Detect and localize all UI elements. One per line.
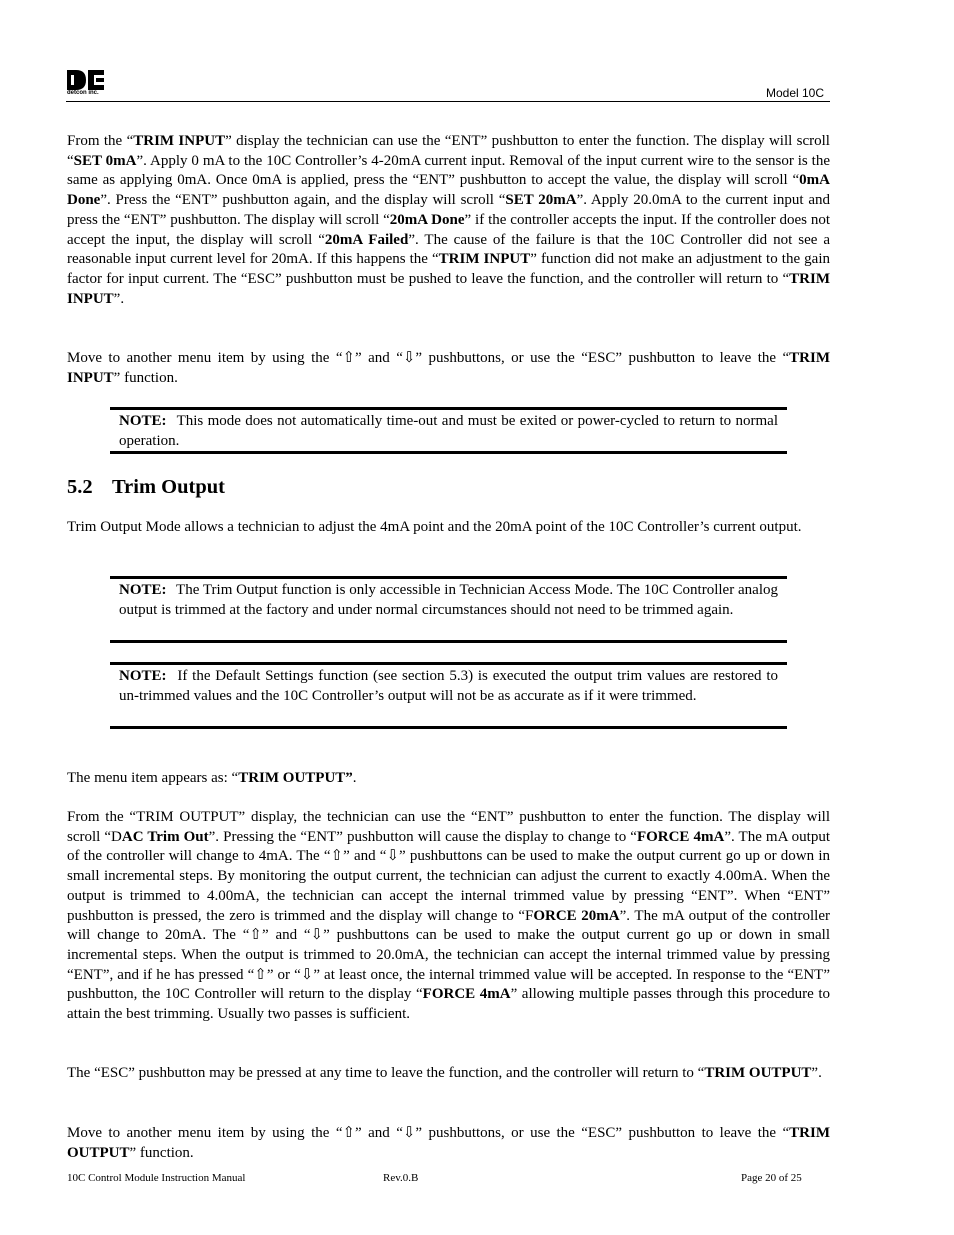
section-title: Trim Output (112, 476, 225, 498)
paragraph-menu-item: The menu item appears as: “TRIM OUTPUT”. (67, 770, 357, 786)
section-heading (67, 476, 225, 499)
logo-caption: detcon inc. (67, 90, 99, 96)
note-label: NOTE: (119, 413, 167, 429)
note-text: The Trim Output function is only accessible in Technician Access Mode. The 10C Controller analog output is trimmed at the factory and under normal circumstances should not need to be trimmed again. (119, 582, 778, 618)
footer-page-number: Page 20 of 25 (741, 1172, 802, 1184)
paragraph-trim-output-intro: Trim Output Mode allows a technician to adjust the 4mA point and the 20mA point of the 10C Controller’s current output. (67, 519, 802, 535)
footer-manual-title: 10C Control Module Instruction Manual (67, 1172, 246, 1184)
note-box-technician-mode (110, 576, 787, 643)
note-label: NOTE: (119, 668, 167, 684)
section-number: 5.2 (67, 476, 93, 498)
paragraph-esc: The “ESC” pushbutton may be pressed at any time to leave the function, and the controller will return to “TRIM OUTPUT”. (67, 1065, 822, 1081)
paragraph-trim-output-procedure: From the “TRIM OUTPUT” display, the technician can use the “ENT” pushbutton to enter the function. The display will scroll “DAC Trim Out”. Pressing the “ENT” pushbutton will cause the display to change to “FORCE 4mA”. The mA output of the controller will change to 4mA. The “⇧” and “⇩” pushbuttons can be used to make the output current go up or down in small incremental steps. By monitoring the output current, the technician can adjust the current to exactly 4.00mA. When the output is trimmed to 4.00mA, the technician can accept the internal trimmed value by pressing “ENT”. When “ENT” pushbutton is pressed, the zero is trimmed and the display will change to “FORCE 20mA”. The mA output of the controller will change to 20mA. The “⇧” and “⇩” pushbuttons can be used to make the output current go up or down in small incremental steps. When the output is trimmed to 20.0mA, the technician can accept the internal trimmed value by pressing “ENT”, and if he has pressed “⇧” or “⇩” at least once, the internal trimmed value will be accepted. In response to the “ENT” pushbutton, the 10C Controller will return to the display “FORCE 4mA” allowing multiple passes through this procedure to attain the best trimming. Usually two passes is sufficient. (67, 809, 831, 1023)
note-text: If the Default Settings function (see section 5.3) is executed the output trim values are restored to un-trimmed values and the 10C Controller’s output will not be as accurate as if it were trimmed. (119, 668, 779, 704)
paragraph-trim-input-navigation: Move to another menu item by using the “⇧” and “⇩” pushbuttons, or use the “ESC” pushbutton to leave the “TRIM INPUT” function. (67, 350, 830, 386)
note-label: NOTE: (119, 582, 167, 598)
note-box-default-settings (110, 662, 787, 729)
header-rule (66, 101, 830, 102)
note-text: This mode does not automatically time-out and must be exited or power-cycled to return to normal operation. (119, 413, 778, 449)
model-label: Model 10C (765, 86, 824, 100)
paragraph-trim-input-procedure: From the “TRIM INPUT” display the technician can use the “ENT” pushbutton to enter the function. The display will scroll “SET 0mA”. Apply 0 mA to the 10C Controller’s 4-20mA current input. Removal of the input current wire to the sensor is the same as applying 0mA. Once 0mA is applied, press the “ENT” pushbutton to accept the value, the display will scroll “0mA Done”. Press the “ENT” pushbutton again, and the display will scroll “SET 20mA”. Apply 20.0mA to the current input and press the “ENT” pushbutton. The display will scroll “20mA Done” if the controller accepts the input. If the controller does not accept the input, the display will scroll “20mA Failed”. The cause of the failure is that the 10C Controller did not see a reasonable input current level for 20mA. If this happens the “TRIM INPUT” function did not make an adjustment to the gain factor for input current. The “ESC” pushbutton must be pushed to leave the function, and the controller will return to “TRIM INPUT”. (67, 133, 831, 307)
note-box-timeout (110, 407, 787, 454)
paragraph-trim-output-navigation: Move to another menu item by using the “⇧” and “⇩” pushbuttons, or use the “ESC” pushbutton to leave the “TRIM OUTPUT” function. (67, 1125, 830, 1161)
footer-revision: Rev.0.B (383, 1172, 419, 1184)
